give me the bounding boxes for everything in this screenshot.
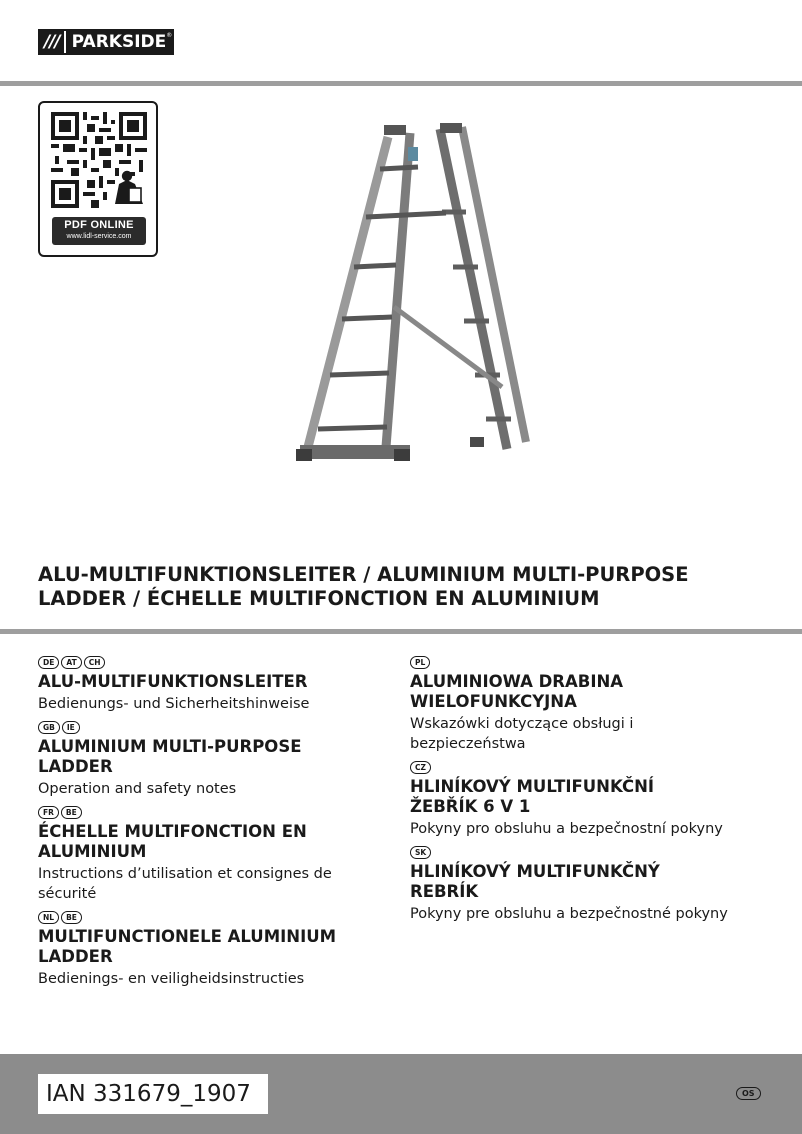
- pdf-online-label: PDF ONLINE: [64, 219, 134, 231]
- top-divider: [0, 81, 802, 86]
- country-badges: [38, 655, 383, 670]
- country-badges: [38, 720, 383, 735]
- country-badge: CH: [84, 656, 106, 669]
- country-badge: IE: [62, 721, 80, 734]
- language-block-de: [38, 655, 383, 714]
- country-badges: [410, 845, 770, 860]
- language-block-cz: [410, 760, 770, 839]
- language-block-pl: [410, 655, 770, 754]
- pdf-online-url: www.lidl-service.com: [66, 233, 132, 240]
- footer-bar: [0, 1054, 802, 1134]
- country-badges: [38, 910, 383, 925]
- ladder-back-section: [440, 127, 526, 449]
- ladder-product-image: [290, 97, 530, 497]
- language-title: ÉCHELLE MULTIFONCTION EN ALUMINIUM: [38, 822, 307, 861]
- country-badge: AT: [61, 656, 81, 669]
- qr-code-box[interactable]: [38, 101, 158, 257]
- language-list-right: [410, 655, 770, 930]
- language-block-fr: [38, 805, 383, 904]
- language-subtitle: Bedienings- en veiligheidsinstructies: [38, 971, 305, 987]
- country-badge: BE: [61, 806, 82, 819]
- pdf-online-badge[interactable]: [52, 217, 146, 245]
- mid-divider: [0, 629, 802, 634]
- country-badges: [410, 760, 770, 775]
- country-badge: DE: [38, 656, 59, 669]
- ian-number: IAN 331679_1907: [38, 1074, 268, 1114]
- country-badges: [410, 655, 770, 670]
- language-subtitle: Pokyny pre obsluhu a bezpečnostné pokyny: [410, 906, 728, 922]
- language-block-sk: [410, 845, 770, 924]
- language-subtitle: Operation and safety notes: [38, 781, 237, 797]
- os-badge: OS: [736, 1087, 761, 1100]
- language-title: ALUMINIOWA DRABINA WIELOFUNKCYJNA: [410, 672, 624, 711]
- country-badge: BE: [61, 911, 82, 924]
- language-title: HLINÍKOVÝ MULTIFUNKČNÝ REBRÍK: [410, 862, 660, 901]
- parkside-logo: [38, 29, 174, 55]
- country-badges: [38, 805, 383, 820]
- language-block-nl: [38, 910, 383, 989]
- country-badge: CZ: [410, 761, 431, 774]
- language-title: HLINÍKOVÝ MULTIFUNKČNÍ ŽEBŘÍK 6 V 1: [410, 777, 655, 816]
- language-list-left: [38, 655, 383, 995]
- qr-code-icon: [51, 112, 147, 208]
- language-subtitle: Bedienungs- und Sicherheitshinweise: [38, 696, 310, 712]
- language-subtitle: Wskazówki dotyczące obsługi i bezpieczeństwa: [410, 716, 634, 752]
- logo-registered-mark: ®: [166, 32, 173, 39]
- logo-brand: PARKSIDE: [64, 31, 173, 53]
- country-badge: SK: [410, 846, 431, 859]
- language-block-gb: [38, 720, 383, 799]
- language-title: MULTIFUNCTIONELE ALUMINIUM LADDER: [38, 927, 337, 966]
- country-badge: PL: [410, 656, 430, 669]
- language-title: ALUMINIUM MULTI-PURPOSE LADDER: [38, 737, 302, 776]
- language-subtitle: Pokyny pro obsluhu a bezpečnostní pokyny: [410, 821, 723, 837]
- country-badge: GB: [38, 721, 60, 734]
- language-subtitle: Instructions d’utilisation et consignes de sécurité: [38, 866, 332, 902]
- logo-slashes: ///: [44, 32, 60, 52]
- language-title: ALU-MULTIFUNKTIONSLEITER: [38, 672, 308, 691]
- page-title: ALU-MULTIFUNKTIONSLEITER / ALUMINIUM MULTI-PURPOSE LADDER / ÉCHELLE MULTIFONCTION EN ALUMINIUM: [38, 563, 689, 610]
- country-badge: NL: [38, 911, 59, 924]
- country-badge: FR: [38, 806, 59, 819]
